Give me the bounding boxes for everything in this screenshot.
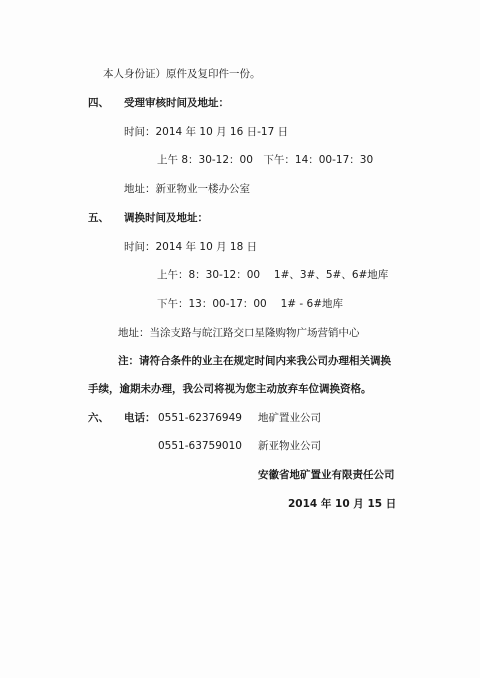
section4-hours: 上午 8：30-12：00 下午：14：00-17：30 — [157, 154, 374, 166]
section4-time: 时间：2014 年 10 月 16 日-17 日 — [124, 126, 289, 138]
section5-morning: 上午：8：30-12：00 1#、3#、5#、6#地库 — [157, 269, 389, 281]
intro-tail-text: 本人身份证）原件及复印件一份。 — [103, 68, 261, 80]
section5-time: 时间：2014 年 10 月 18 日 — [124, 241, 258, 253]
company-1: 地矿置业公司 — [258, 412, 321, 424]
section4-address: 地址：新亚物业一楼办公室 — [124, 183, 250, 195]
phone-1: 0551-62376949 — [158, 412, 242, 424]
section5-heading: 调换时间及地址： — [124, 212, 208, 224]
company-2: 新亚物业公司 — [258, 440, 321, 452]
section4-heading: 受理审核时间及地址： — [124, 97, 229, 109]
signature-date: 2014 年 10 月 15 日 — [288, 498, 397, 510]
signature-company: 安徽省地矿置业有限责任公司 — [258, 469, 395, 481]
section6-label: 电话： — [124, 412, 156, 424]
phone-2: 0551-63759010 — [158, 440, 242, 452]
section5-address: 地址：当涂支路与皖江路交口星隆购物广场营销中心 — [118, 327, 360, 339]
section5-number: 五、 — [88, 212, 109, 224]
section4-number: 四、 — [88, 97, 109, 109]
notice-line-2: 手续，逾期未办理，我公司将视为您主动放弃车位调换资格。 — [88, 383, 372, 395]
section5-afternoon: 下午：13：00-17：00 1# - 6#地库 — [157, 298, 343, 310]
notice-line-1: 注：请符合条件的业主在规定时间内来我公司办理相关调换 — [118, 355, 391, 367]
section6-number: 六、 — [88, 412, 109, 424]
